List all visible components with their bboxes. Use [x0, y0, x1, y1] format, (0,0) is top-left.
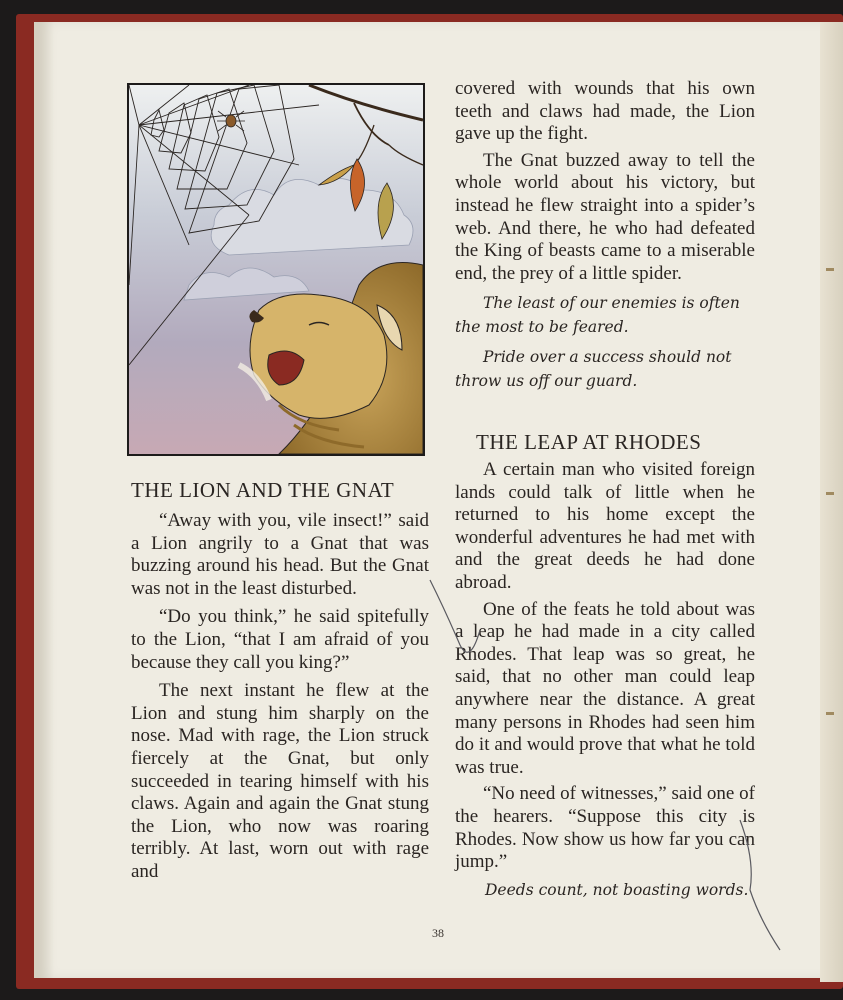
moral-text: Deeds count, not boasting words.: [485, 880, 749, 899]
page-tab: [826, 492, 834, 495]
paragraph: The Gnat buzzed away to tell the whole world about his victory, but instead he flew straight into a spider’s web. And there, he who had defeated the King of beasts came to a miserable end, the prey of a little spider.: [455, 149, 755, 284]
paragraph: covered with wounds that his own teeth and claws had made, the Lion gave up the fight.: [455, 78, 755, 145]
fable-title: THE LEAP AT RHODES: [476, 430, 702, 454]
page-tab: [826, 268, 834, 271]
page-number: 38: [432, 926, 444, 940]
paragraph: “Do you think,” he said spitefully to the Lion, “that I am afraid of you because they call you king?”: [131, 606, 429, 673]
paragraph: “No need of witnesses,” said one of the hearers. “Suppose this city is Rhodes. Now show us how far you can jump.”: [455, 783, 755, 873]
paragraph: “Away with you, vile insect!” said a Lion angrily to a Gnat that was buzzing around his head. But the Gnat was not in the least disturbed.: [131, 510, 429, 599]
lion-spider-illustration: [127, 83, 425, 456]
right-column-text: [455, 78, 755, 393]
page-edge-stack: [820, 22, 843, 982]
paragraph: One of the feats he told about was a leap he had made in a city called Rhodes. That leap was so great, he said, that no other man could leap anywhere near the distance. A great many persons in Rhodes had seen him do it and would prove that what he told was true.: [455, 598, 755, 778]
page-tab: [826, 712, 834, 715]
left-column-text: [131, 510, 429, 884]
paragraph: The next instant he flew at the Lion and stung him sharply on the nose. Mad with rage, the Lion struck fiercely at the Gnat, but only succeeded in tearing himself with his claws. Again and again the Gnat stung the Lion, who now was roaring terribly. At last, worn out with rage and: [131, 680, 429, 882]
page-gutter-shadow: [34, 22, 54, 978]
fable-title: THE LION AND THE GNAT: [131, 478, 395, 502]
illustration-svg: [129, 85, 423, 454]
paragraph: A certain man who visited foreign lands could talk of little when he returned to his home except the wonderful adventures he had met with and the great deeds he had done abroad.: [455, 459, 755, 593]
moral-text: The least of our enemies is often the most to be feared.: [455, 294, 740, 337]
pencil-scribble: [420, 570, 790, 970]
moral-text: Pride over a success should not throw us off our guard.: [455, 348, 732, 391]
